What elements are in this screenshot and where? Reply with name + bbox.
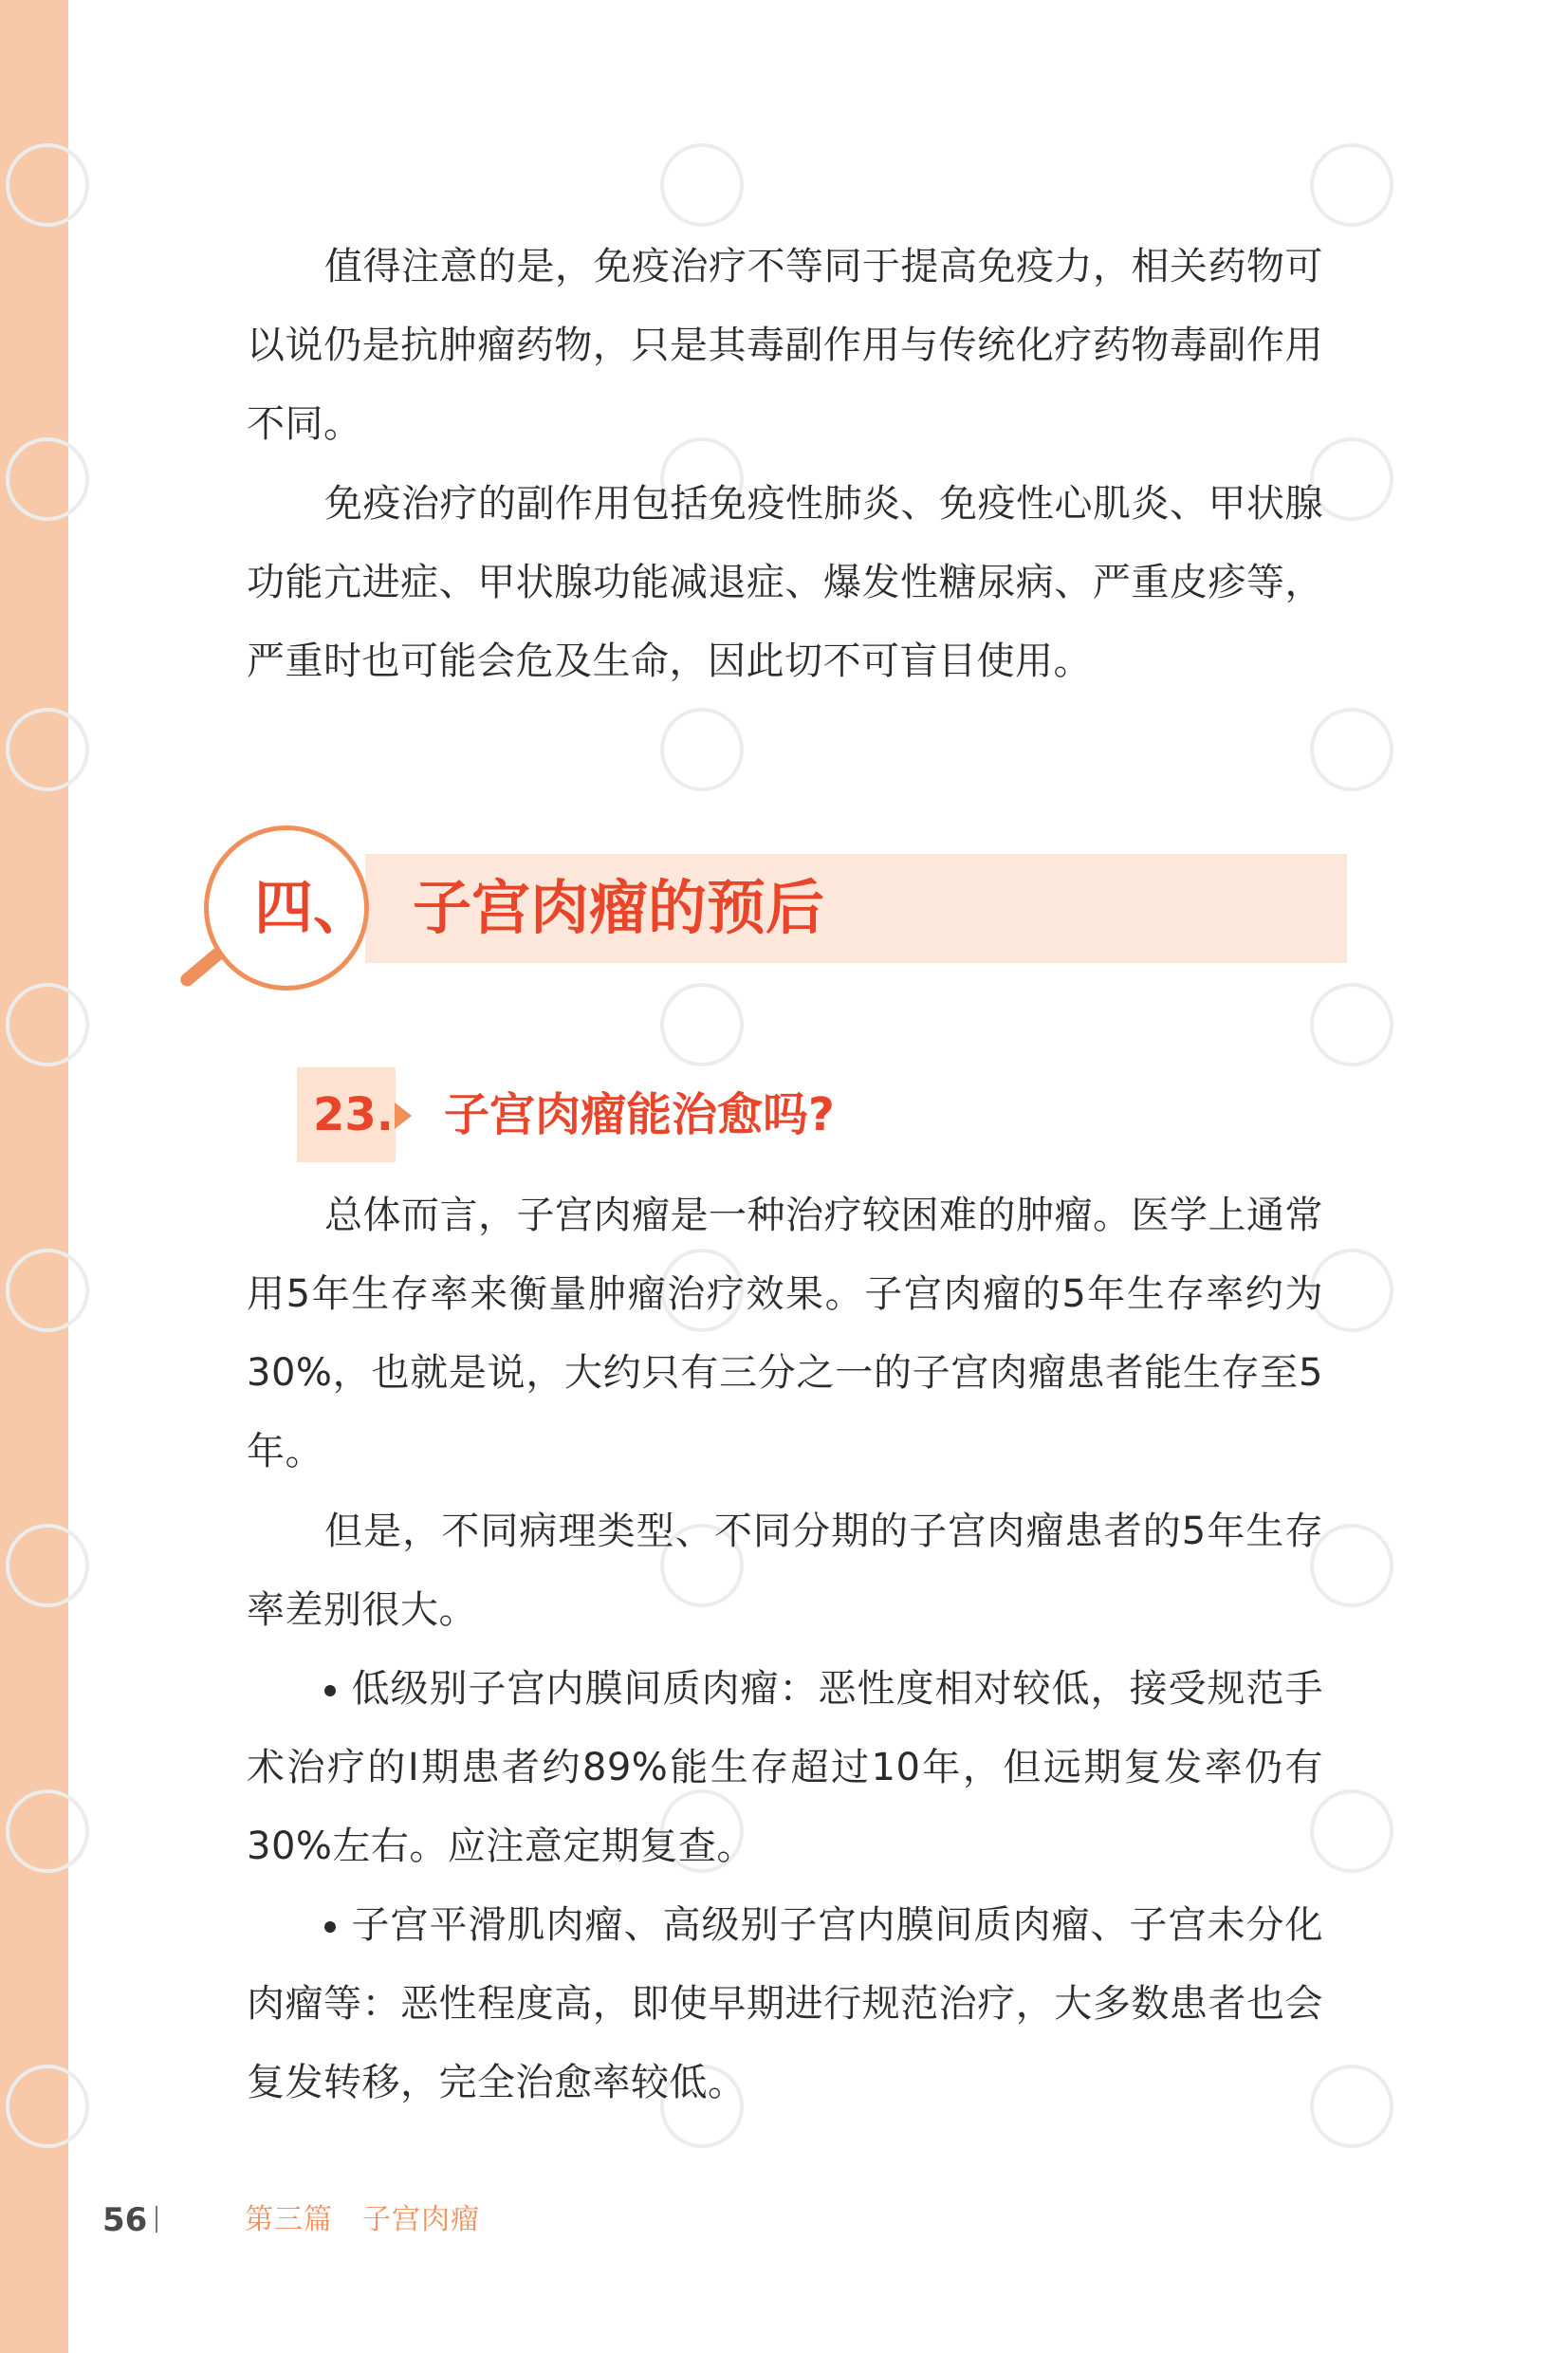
footer-divider bbox=[156, 2206, 157, 2233]
bullet-text: 低级别子宫内膜间质肉瘤：恶性度相对较低，接受规范手术治疗的I期患者约89%能生存超过10年，但远期复发率仍有30%左右。应注意定期复查。 bbox=[247, 1667, 1323, 1868]
side-color-strip bbox=[0, 0, 68, 2353]
section-number: 四、 bbox=[254, 873, 373, 942]
bullet-dot-icon bbox=[324, 1685, 336, 1696]
bullet-item bbox=[247, 1650, 1323, 1886]
page-number: 56 bbox=[102, 2201, 148, 2239]
question-number: 23. bbox=[313, 1088, 395, 1141]
answer-paragraph: 但是，不同病理类型、不同分期的子宫肉瘤患者的5年生存率差别很大。 bbox=[247, 1510, 1323, 1632]
answer-paragraph: 总体而言，子宫肉瘤是一种治疗较困难的肿瘤。医学上通常用5年生存率来衡量肿瘤治疗效果。子宫肉瘤的5年生存率约为30%，也就是说，大约只有三分之一的子宫肉瘤患者能生存至5年。 bbox=[247, 1194, 1323, 1473]
footer-chapter-title: 第三篇 子宫肉瘤 bbox=[245, 2203, 480, 2236]
section-title: 子宫肉瘤的预后 bbox=[413, 873, 825, 942]
question-title: 子宫肉瘤能治愈吗? bbox=[444, 1088, 835, 1141]
body-paragraph: 免疫治疗的副作用包括免疫性肺炎、免疫性心肌炎、甲状腺功能亢进症、甲状腺功能减退症、爆发性糖尿病、严重皮疹等，严重时也可能会危及生命，因此切不可盲目使用。 bbox=[247, 482, 1323, 683]
bullet-dot-icon bbox=[324, 1921, 336, 1933]
body-paragraph: 值得注意的是，免疫治疗不等同于提高免疫力，相关药物可以说仍是抗肿瘤药物，只是其毒副作用与传统化疗药物毒副作用不同。 bbox=[247, 245, 1323, 446]
bullet-item bbox=[247, 1886, 1323, 2122]
triangle-arrow-icon bbox=[395, 1102, 412, 1129]
bullet-text: 子宫平滑肌肉瘤、高级别子宫内膜间质肉瘤、子宫未分化肉瘤等：恶性程度高，即使早期进行规范治疗，大多数患者也会复发转移，完全治愈率较低。 bbox=[247, 1903, 1323, 2104]
